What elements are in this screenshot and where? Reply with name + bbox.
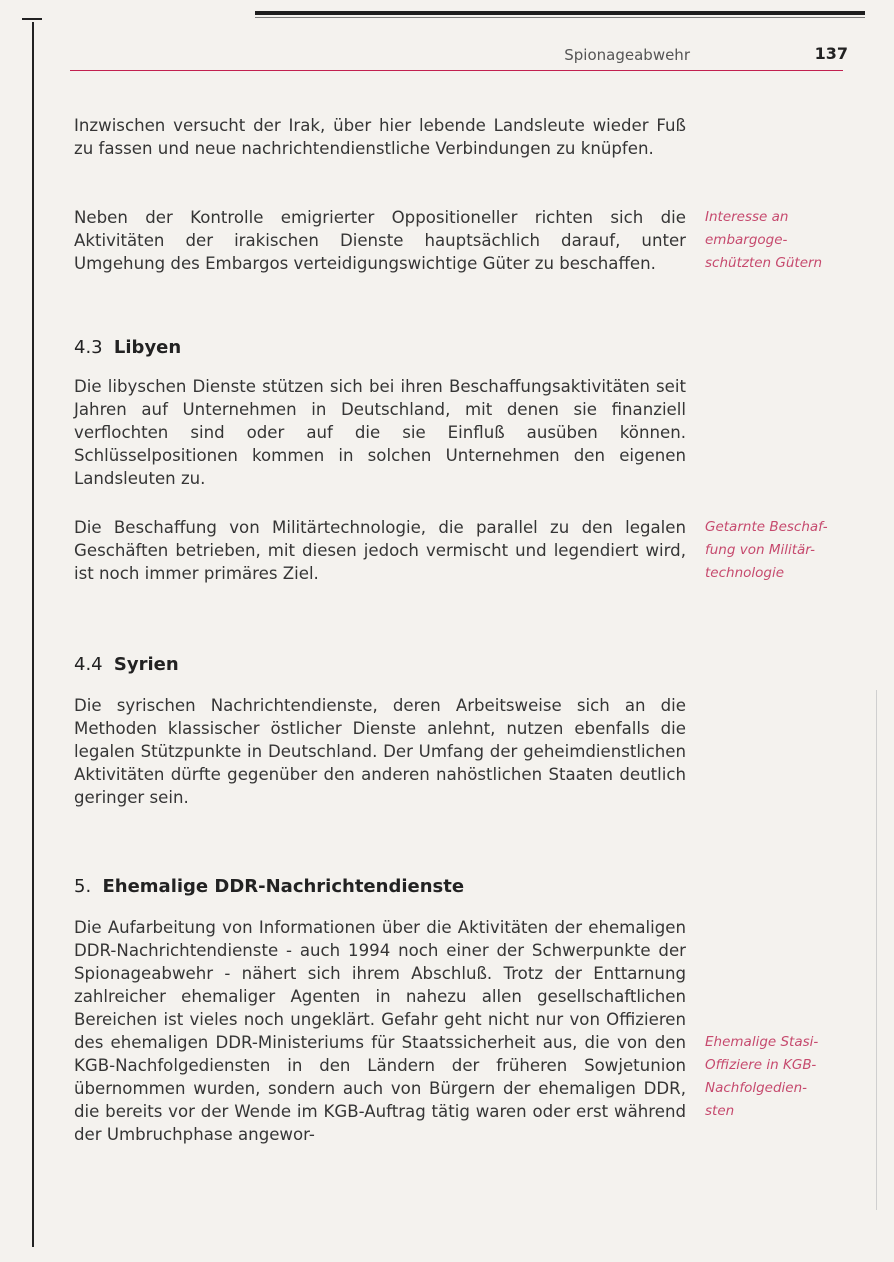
margin-note-line: Interesse an — [705, 209, 789, 225]
section-number: 4.4 — [74, 654, 103, 675]
margin-note-line: Getarnte Beschaf- — [705, 519, 828, 535]
top-edge-rule — [255, 11, 865, 15]
margin-note-line: embargoge- — [705, 232, 788, 248]
section-heading-libyen — [74, 336, 694, 360]
section-title: Ehemalige DDR-Nachrichtendienste — [102, 876, 465, 897]
paragraph-irak-embargo: Neben der Kontrolle emigrierter Oppositioneller richten sich die Aktivitäten der irakischen Dienste hauptsächlich darauf, unter Umgehung des Embargos verteidigungswichtige Güter zu beschaffen. — [74, 208, 686, 273]
scan-edge — [876, 690, 877, 1210]
section-number: 5. — [74, 876, 92, 897]
paragraph-libyen-unternehmen: Die libyschen Dienste stützen sich bei ihren Beschaffungsaktivitäten seit Jahren auf Unternehmen in Deutschland, mit denen sie finanziell verflochten sind oder auf die sie Einfluß ausüben können. Schlüsselpositionen kommen in solchen Unternehmen den eigenen Landsleuten zu. — [74, 377, 686, 488]
section-title: Libyen — [113, 337, 182, 358]
binding-tick — [22, 18, 42, 20]
section-heading-ddr — [74, 875, 694, 899]
margin-note-line: technologie — [705, 565, 785, 581]
paragraph-syrien: Die syrischen Nachrichtendienste, deren Arbeitsweise sich an die Methoden klassischer östlicher Dienste anlehnt, nutzen ebenfalls die legalen Stützpunkte in Deutschland. Der Umfang der geheimdienstlichen Aktivitäten dürfte gegenüber den anderen nahöstlichen Staaten deutlich geringer sein. — [74, 696, 686, 807]
margin-note-line: Ehemalige Stasi- — [705, 1034, 819, 1050]
margin-note-line: Nachfolgedien- — [705, 1080, 808, 1096]
section-title: Syrien — [113, 654, 179, 675]
margin-note-line: sten — [705, 1103, 735, 1119]
margin-note-embargo — [705, 206, 855, 275]
section-number: 4.3 — [74, 337, 103, 358]
header-rule — [70, 70, 843, 71]
margin-note-line: schützten Gütern — [705, 255, 823, 271]
margin-note-line: Offiziere in KGB- — [705, 1057, 817, 1073]
paragraph-ddr-aufarbeitung: Die Aufarbeitung von Informationen über die Aktivitäten der ehemaligen DDR-Nachrichtendienste - auch 1994 noch einer der Schwerpunkte der Spionageabwehr - nähert sich ihrem Abschluß. Trotz der Enttarnung zahlreicher ehemaliger Agenten in nahezu allen gesellschaftlichen Bereichen ist vieles noch ungeklärt. Gefahr geht nicht nur von Offizieren des ehemaligen DDR-Ministeriums für Staatssicherheit aus, die von den KGB-Nachfolgediensten in den Ländern der früheren Sowjetunion übernommen wurden, sondern auch von Bürgern der ehemaligen DDR, die bereits vor der Wende im KGB-Auftrag tätig waren oder erst während der Umbruchphase angewor- — [74, 918, 686, 1144]
paragraph-irak-landsleute: Inzwischen versucht der Irak, über hier lebende Landsleute wieder Fuß zu fassen und neue nachrichtendienstliche Verbindungen zu knüpfen. — [74, 116, 686, 158]
section-heading-syrien — [74, 653, 694, 677]
paragraph-libyen-militaertechnologie: Die Beschaffung von Militärtechnologie, die parallel zu den legalen Geschäften betrieben, mit diesen jedoch vermischt und legendiert wird, ist noch immer primäres Ziel. — [74, 518, 686, 583]
top-edge-hairline — [255, 17, 865, 18]
margin-note-stasi — [705, 1031, 855, 1123]
page-number: 137 — [814, 44, 848, 63]
margin-note-line: fung von Militär- — [705, 542, 815, 558]
margin-note-militaertechnologie — [705, 516, 855, 585]
running-head: Spionageabwehr — [564, 46, 690, 64]
binding-edge — [32, 22, 34, 1247]
